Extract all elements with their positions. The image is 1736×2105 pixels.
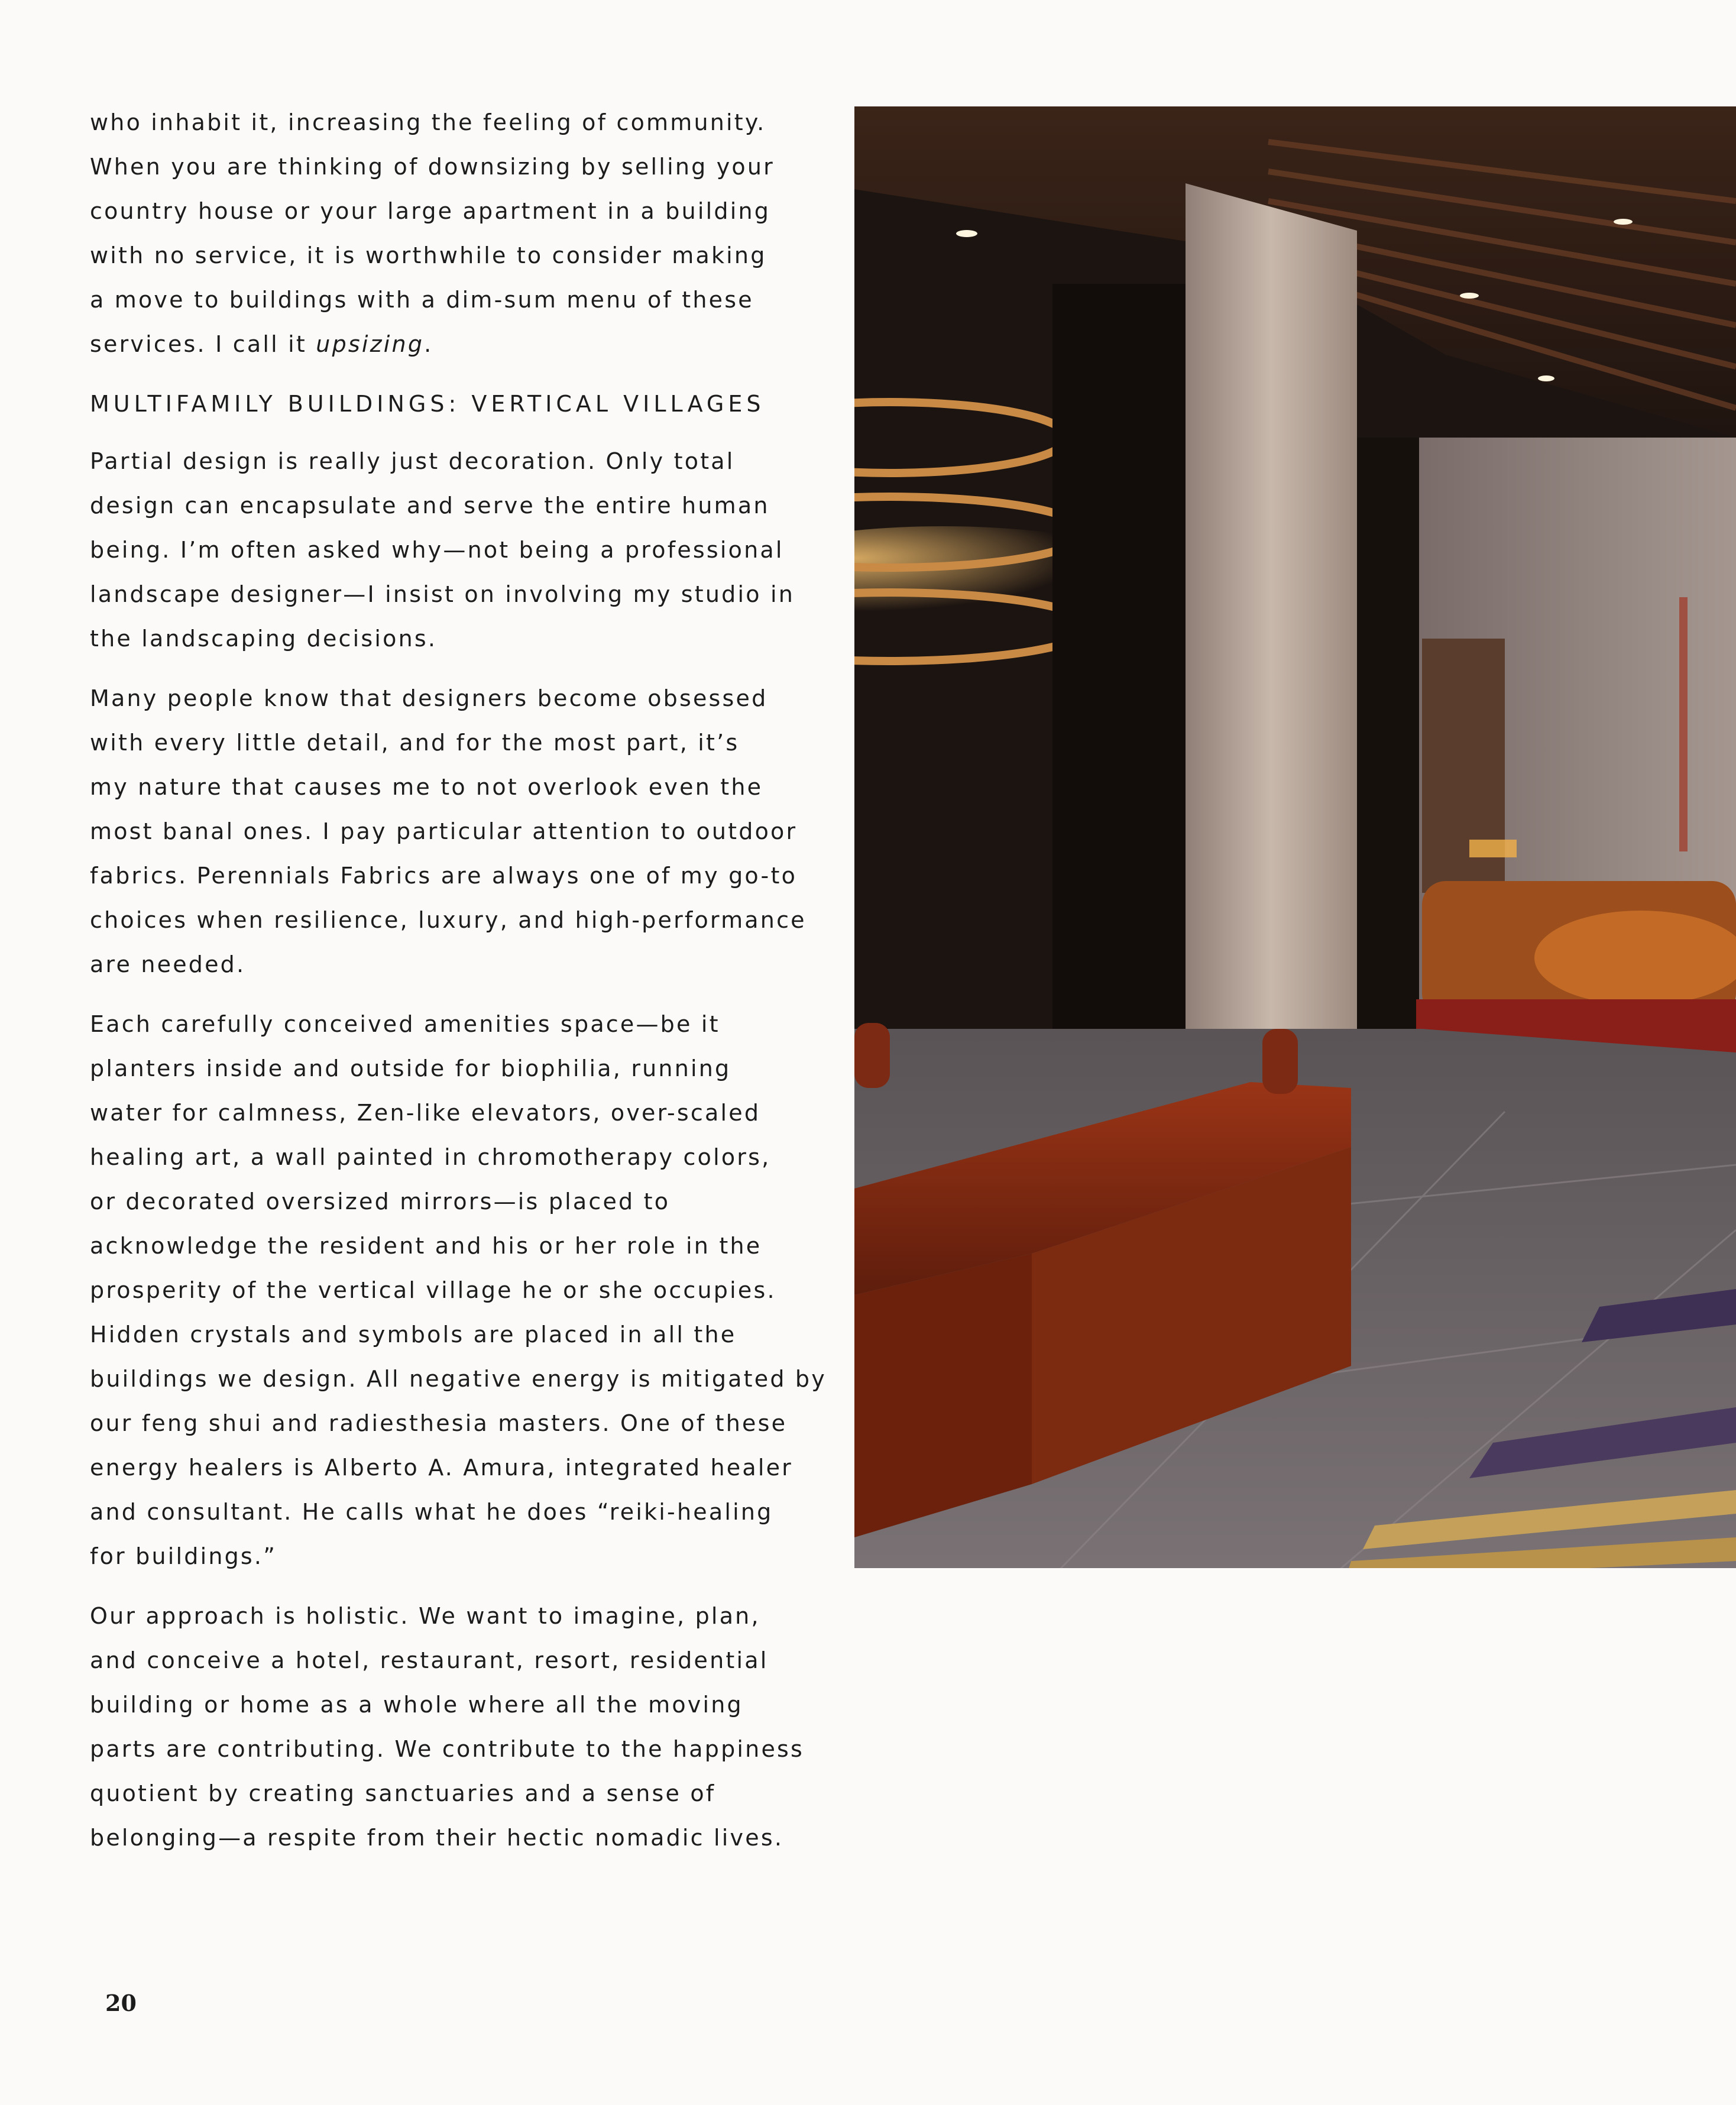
stone-pillar xyxy=(1186,183,1357,1106)
section-heading: MULTIFAMILY BUILDINGS: VERTICAL VILLAGES xyxy=(90,391,765,417)
page-number: 20 xyxy=(105,1990,137,2016)
text-line: our feng shui and radiesthesia masters. One of these xyxy=(90,1410,788,1436)
text-line: for buildings.” xyxy=(90,1543,277,1569)
text-fragment: . xyxy=(424,331,433,357)
text-line: my nature that causes me to not overlook even the xyxy=(90,774,763,800)
lobby-photo xyxy=(854,106,1736,1580)
text-line: country house or your large apartment in a building xyxy=(90,198,771,224)
text-line: a move to buildings with a dim-sum menu of these xyxy=(90,287,754,313)
text-line: belonging—a respite from their hectic nomadic lives. xyxy=(90,1825,784,1851)
text-line: Partial design is really just decoration. Only total xyxy=(90,448,735,474)
text-line xyxy=(90,322,817,367)
text-line: who inhabit it, increasing the feeling of community. xyxy=(90,109,766,135)
text-line: most banal ones. I pay particular attention to outdoor xyxy=(90,818,798,844)
hotel-lobby-interior-icon xyxy=(854,106,1736,1580)
body-paragraph-2 xyxy=(90,676,817,987)
text-line: landscape designer—I insist on involving my studio in xyxy=(90,581,795,607)
emphasis-upsizing: upsizing xyxy=(316,331,425,357)
text-line: are needed. xyxy=(90,951,246,977)
text-line: and conceive a hotel, restaurant, resort, residential xyxy=(90,1647,769,1673)
body-paragraph-4 xyxy=(90,1594,817,1860)
intro-paragraph xyxy=(90,101,817,367)
text-line: the landscaping decisions. xyxy=(90,626,438,652)
text-line: being. I’m often asked why—not being a professional xyxy=(90,537,784,563)
text-line: Our approach is holistic. We want to imagine, plan, xyxy=(90,1603,760,1629)
text-line: with every little detail, and for the most part, it’s xyxy=(90,730,740,756)
text-line: buildings we design. All negative energy is mitigated by xyxy=(90,1366,827,1392)
text-line: building or home as a whole where all the moving xyxy=(90,1692,743,1718)
text-line: choices when resilience, luxury, and high-performance xyxy=(90,907,807,933)
text-line: Hidden crystals and symbols are placed in all the xyxy=(90,1322,737,1348)
text-line: healing art, a wall painted in chromotherapy colors, xyxy=(90,1144,771,1170)
photo-bottom-edge xyxy=(854,1568,1736,1580)
text-line: planters inside and outside for biophilia, running xyxy=(90,1055,731,1081)
fireplace-glow xyxy=(1469,840,1517,857)
text-line: quotient by creating sanctuaries and a sense of xyxy=(90,1780,716,1806)
dark-column-back xyxy=(1354,438,1419,1064)
text-column xyxy=(90,101,827,1876)
bench-post xyxy=(854,1023,890,1088)
dark-column xyxy=(1052,284,1188,1159)
text-line: prosperity of the vertical village he or she occupies. xyxy=(90,1277,776,1303)
text-line: fabrics. Perennials Fabrics are always one of my go-to xyxy=(90,863,798,889)
bench-post xyxy=(1262,1029,1298,1094)
text-fragment: services. I call it xyxy=(90,331,316,357)
body-paragraph-1 xyxy=(90,439,817,661)
text-line: acknowledge the resident and his or her role in the xyxy=(90,1233,762,1259)
text-line: When you are thinking of downsizing by selling your xyxy=(90,154,775,180)
body-paragraph-3 xyxy=(90,1002,827,1579)
text-line: energy healers is Alberto A. Amura, integrated healer xyxy=(90,1455,793,1481)
text-line: with no service, it is worthwhile to consider making xyxy=(90,242,767,268)
text-line: water for calmness, Zen-like elevators, over-scaled xyxy=(90,1100,761,1126)
text-line: and consultant. He calls what he does “reiki-healing xyxy=(90,1499,773,1525)
text-line: Each carefully conceived amenities space—be it xyxy=(90,1011,720,1037)
wall-art-strip xyxy=(1679,597,1688,851)
text-line: or decorated oversized mirrors—is placed to xyxy=(90,1188,671,1215)
text-line: Many people know that designers become obsessed xyxy=(90,685,768,711)
text-line: design can encapsulate and serve the entire human xyxy=(90,493,770,519)
text-line: parts are contributing. We contribute to the happiness xyxy=(90,1736,805,1762)
